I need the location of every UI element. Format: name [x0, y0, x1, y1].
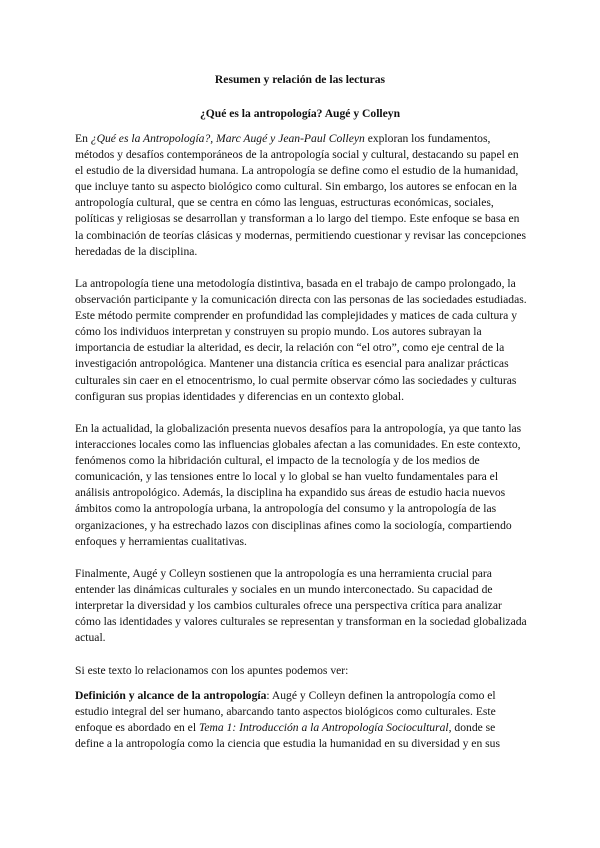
document-title: Resumen y relación de las lecturas [214, 73, 386, 86]
definition-text-1: : Augé y Colleyn definen la antropología como el estudio integral del ser humano, abarcando tanto aspectos biológicos como culturales. Este enfoque es abordado en el [75, 689, 496, 735]
paragraph-intro-lead: En [75, 132, 91, 145]
paragraph-intro [75, 131, 527, 260]
book-reference: ¿Qué es la Antropología?, Marc Augé y Jean-Paul Colleyn [90, 132, 365, 145]
definition-heading: Definición y alcance de la antropología [75, 689, 267, 702]
paragraph-conclusion: Finalmente, Augé y Colleyn sostienen que la antropología es una herramienta crucial para entender las dinámicas culturales y sociales en un mundo interconectado. Su capacidad de interpretar la diversidad y los cambios culturales ofrece una perspectiva crítica para analizar cómo las identidades y valores culturales se representan y transforman en la sociedad globalizada actual. [75, 567, 527, 645]
paragraph-globalization: En la actualidad, la globalización presenta nuevos desafíos para la antropología, ya que tanto las interacciones locales como las influencias globales afectan a las comunidades. En este contexto, fenómenos como la hibridación cultural, el impacto de la tecnología y de los medios de comunicación, y las tensiones entre lo local y lo global se han vuelto fundamentales para el análisis antropológico. Además, la disciplina ha expandido sus áreas de estudio hacia nuevos ámbitos como la antropología urbana, la antropología del consumo y la antropología de las organizaciones, y ha estrechado lazos con disciplinas afines como la sociología, compartiendo enfoques y herramientas cualitativas. [75, 422, 522, 548]
definition-text-2: , donde se define a la antropología como la ciencia que estudia la humanidad en su diversidad y en sus [75, 721, 500, 751]
topic-reference: Tema 1: Introducción a la Antropología Sociocultural [198, 721, 449, 735]
document-subtitle: ¿Qué es la antropología? Augé y Colleyn [199, 107, 401, 120]
paragraph-intro-body: exploran los fundamentos, métodos y desafíos contemporáneos de la antropología social y cultural, destacando su papel en el estudio de la diversidad humana. La antropología se define como el estudio de la humanidad, que incluye tanto su aspecto biológico como cultural. Sin embargo, los autores se enfocan en la antropología cultural, que se centra en cómo las lenguas, estructuras económicas, sociales, políticas y religiosas se desarrollan y transforman a lo largo del tiempo. Este enfoque se basa en la combinación de teorías clásicas y modernas, permitiendo cuestionar y revisar las concepciones heredadas de la disciplina. [75, 132, 527, 258]
paragraph-definition [75, 688, 527, 752]
paragraph-methodology: La antropología tiene una metodología distintiva, basada en el trabajo de campo prolongado, la observación participante y la comunicación directa con las personas de las sociedades estudiadas. Este método permite comprender en profundidad las complejidades y matices de cada cultura y cómo los individuos interpretan y construyen su propio mundo. Los autores subrayan la importancia de estudiar la alteridad, es decir, la relación con “el otro”, como eje central de la investigación antropológica. Mantener una distancia crítica es esencial para analizar prácticas culturales sin caer en el etnocentrismo, lo cual permite observar cómo las sociedades y culturas configuran sus propias identidades y diferencias en un contexto global. [75, 277, 527, 403]
paragraph-relation-intro: Si este texto lo relacionamos con los apuntes podemos ver: [75, 664, 349, 677]
